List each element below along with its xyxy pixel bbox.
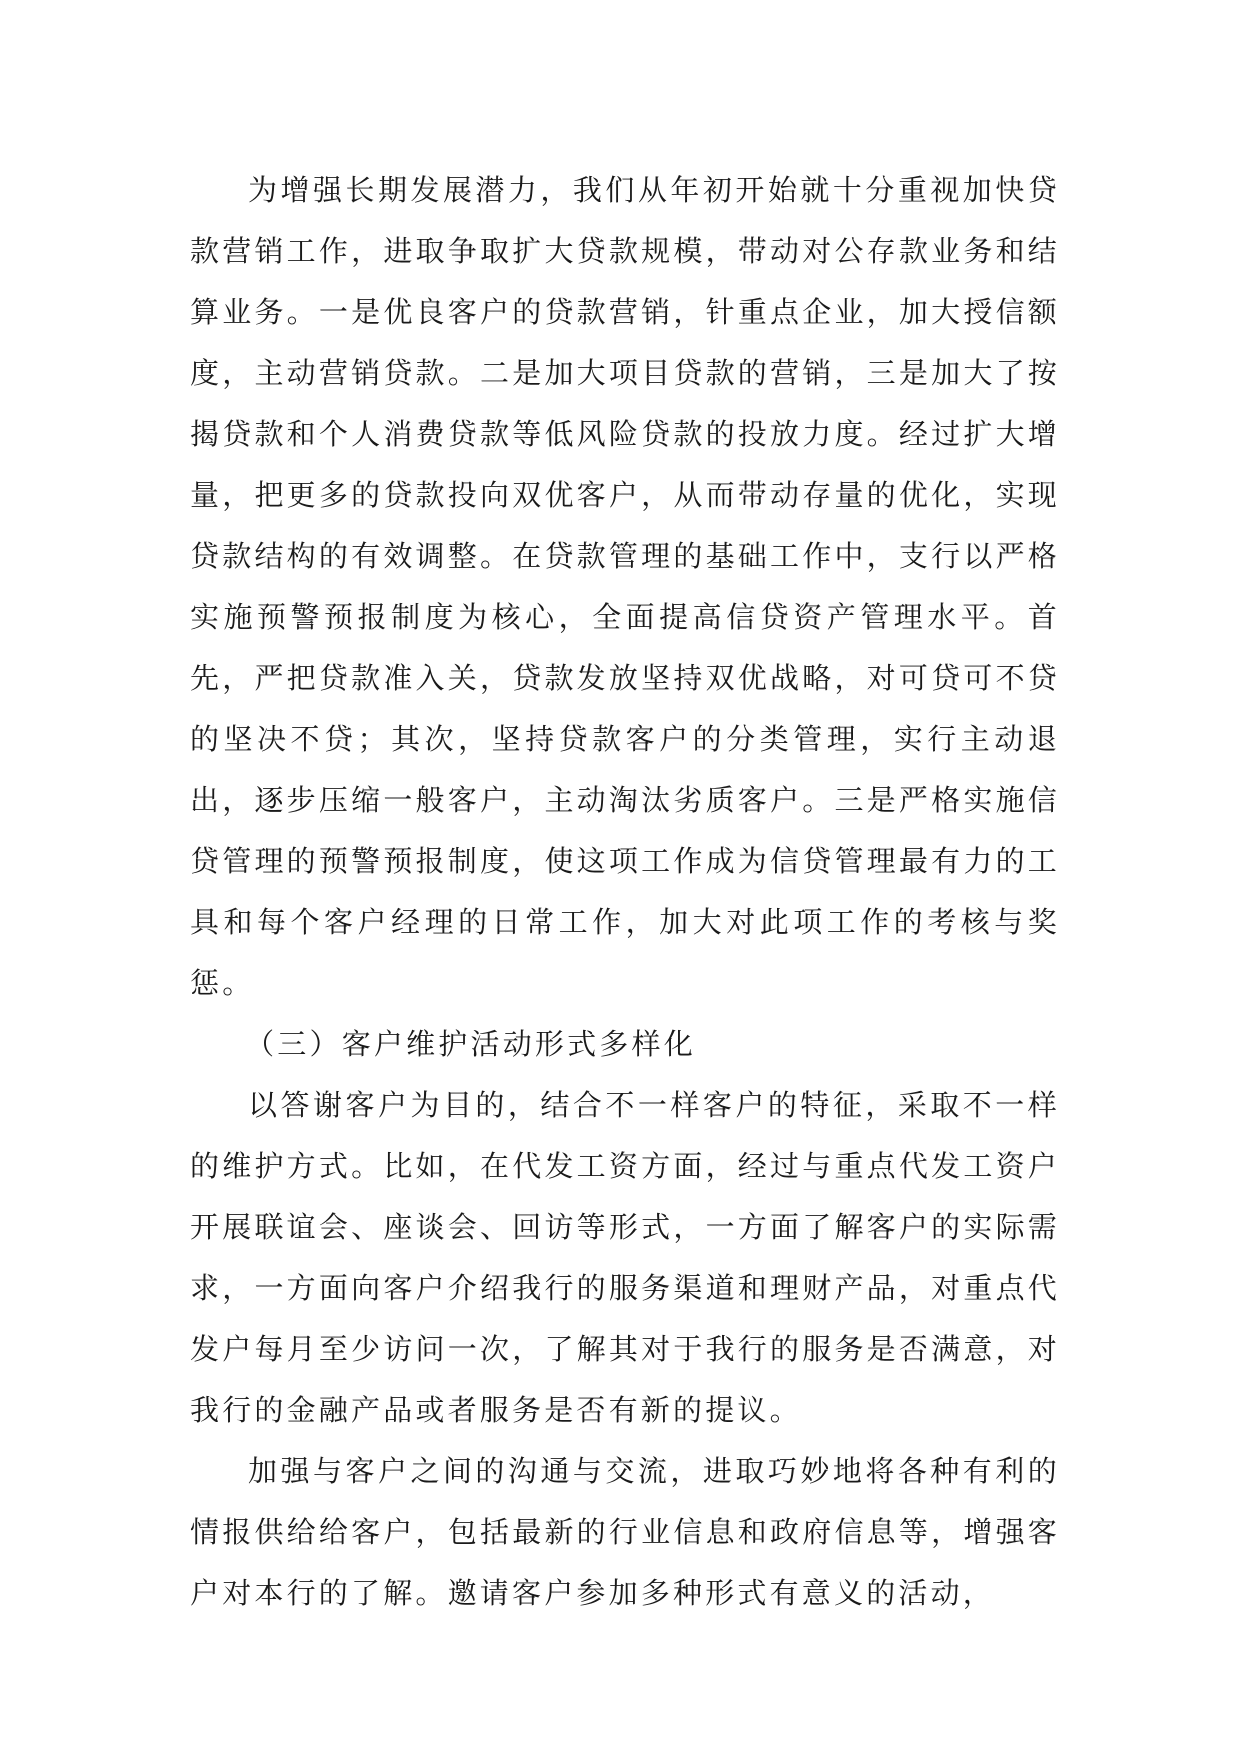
section-heading: （三）客户维护活动形式多样化 (245, 1027, 696, 1061)
document-body (190, 160, 1060, 1624)
paragraph-loan-marketing: 为增强长期发展潜力，我们从年初开始就十分重视加快贷款营销工作，进取争取扩大贷款规模，带动对公存款业务和结算业务。一是优良客户的贷款营销，针重点企业，加大授信额度，主动营销贷款。二是加大项目贷款的营销，三是加大了按揭贷款和个人消费贷款等低风险贷款的投放力度。经过扩大增量，把更多的贷款投向双优客户，从而带动存量的优化，实现贷款结构的有效调整。在贷款管理的基础工作中，支行以严格实施预警预报制度为核心，全面提高信贷资产管理水平。首先，严把贷款准入关，贷款发放坚持双优战略，对可贷可不贷的坚决不贷；其次，坚持贷款客户的分类管理，实行主动退出，逐步压缩一般客户，主动淘汰劣质客户。三是严格实施信贷管理的预警预报制度，使这项工作成为信贷管理最有力的工具和每个客户经理的日常工作，加大对此项工作的考核与奖惩。 (190, 173, 1060, 1000)
paragraph-customer-communication: 加强与客户之间的沟通与交流，进取巧妙地将各种有利的情报供给给客户，包括最新的行业信息和政府信息等，增强客户对本行的了解。邀请客户参加多种形式有意义的活动， (190, 1454, 1060, 1610)
paragraph-customer-maintenance: 以答谢客户为目的，结合不一样客户的特征，采取不一样的维护方式。比如，在代发工资方面，经过与重点代发工资户开展联谊会、座谈会、回访等形式，一方面了解客户的实际需求，一方面向客户介绍我行的服务渠道和理财产品，对重点代发户每月至少访问一次，了解其对于我行的服务是否满意，对我行的金融产品或者服务是否有新的提议。 (190, 1088, 1060, 1427)
